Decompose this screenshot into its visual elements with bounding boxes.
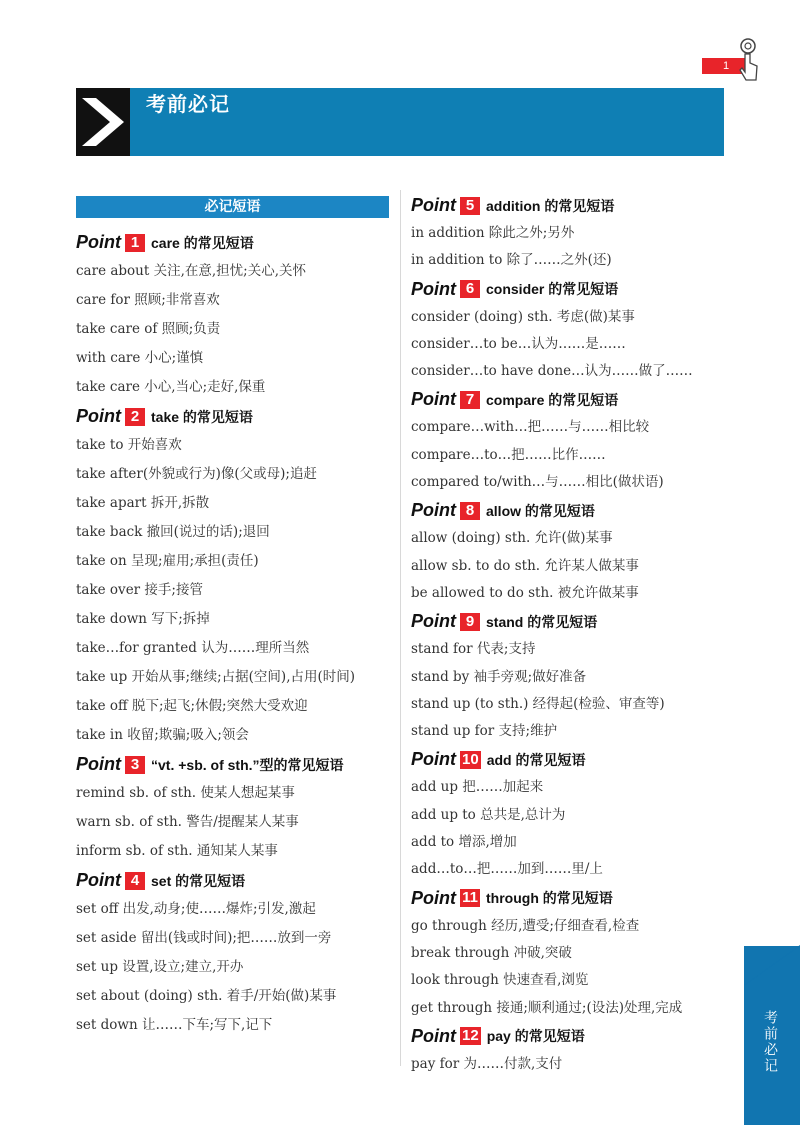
point-label: Point	[76, 870, 121, 890]
phrase-entry: take…for granted 认为……理所当然	[76, 640, 310, 656]
phrase-entry: care about 关注,在意,担忧;关心,关怀	[76, 263, 306, 279]
point-title: stand 的常见短语	[486, 613, 598, 630]
phrase-entry: warn sb. of sth. 警告/提醒某人某事	[76, 814, 299, 830]
phrase-entry: stand by 袖手旁观;做好准备	[411, 668, 587, 685]
point-header	[411, 191, 731, 220]
point-number-badge: 11	[460, 889, 480, 907]
phrase-entry: compare…to…把……比作……	[411, 446, 606, 463]
phrase-entry: compared to/with…与……相比(做状语)	[411, 474, 664, 491]
point-header	[411, 385, 731, 414]
phrase-entry: take off 脱下;起飞;休假;突然大受欢迎	[76, 698, 308, 714]
phrase-entry: stand up (to sth.) 经得起(检验、审查等)	[411, 695, 665, 712]
side-tab-label: 考前必记	[762, 1010, 778, 1074]
phrase-entry: consider…to have done…认为……做了……	[411, 363, 693, 380]
phrase-entry: take apart 拆开,拆散	[76, 495, 210, 511]
phrase-entry: add up to 总共是,总计为	[411, 806, 566, 823]
phrase-entry: inform sb. of sth. 通知某人某事	[76, 843, 278, 859]
phrase-entry: consider (doing) sth. 考虑(做)某事	[411, 308, 635, 325]
point-header	[411, 496, 731, 525]
point-title: addition 的常见短语	[486, 197, 615, 214]
right-column	[411, 191, 731, 1078]
phrase-entry: with care 小心;谨慎	[76, 350, 204, 366]
phrase-entry: allow (doing) sth. 允许(做)某事	[411, 530, 613, 547]
point-header	[411, 607, 731, 636]
point-header	[76, 750, 394, 779]
phrase-entry: add to 增添,增加	[411, 834, 517, 851]
point-title: set 的常见短语	[151, 872, 246, 889]
column-divider	[400, 190, 401, 1066]
point-number-badge: 3	[125, 756, 145, 774]
page-number-tab: 1	[702, 58, 750, 74]
chevron-right-icon	[76, 88, 130, 156]
point-title: take 的常见短语	[151, 408, 253, 425]
phrase-entry: compare…with…把……与……相比较	[411, 419, 650, 436]
phrase-entry: set off 出发,动身;使……爆炸;引发,激起	[76, 901, 316, 917]
point-title: through 的常见短语	[486, 890, 613, 907]
point-title: care 的常见短语	[151, 234, 254, 251]
phrase-entry: remind sb. of sth. 使某人想起某事	[76, 785, 295, 801]
point-label: Point	[411, 500, 456, 521]
phrase-entry: look through 快速查看,浏览	[411, 972, 589, 989]
phrase-entry: take back 撤回(说过的话);退回	[76, 524, 270, 540]
phrase-entry: stand up for 支持;维护	[411, 723, 558, 740]
phrase-entry: be allowed to do sth. 被允许做某事	[411, 584, 639, 601]
phrase-entry: in addition to 除了……之外(还)	[411, 252, 612, 269]
point-number-badge: 9	[460, 613, 480, 631]
point-number-badge: 8	[460, 502, 480, 520]
phrase-entry: take care 小心,当心;走好,保重	[76, 379, 266, 395]
phrase-entry: stand for 代表;支持	[411, 641, 536, 658]
phrase-entry: add up 把……加起来	[411, 779, 544, 796]
page-title: 考前必记	[146, 92, 230, 116]
phrase-entry: pay for 为……付款,支付	[411, 1055, 563, 1072]
phrase-entry: break through 冲破,突破	[411, 944, 572, 961]
phrase-entry: take down 写下;拆掉	[76, 611, 210, 627]
point-label: Point	[411, 389, 456, 410]
point-number-badge: 12	[462, 1027, 479, 1045]
point-title: consider 的常见短语	[486, 281, 619, 298]
point-header	[76, 402, 394, 431]
left-column	[76, 228, 394, 1040]
point-label: Point	[411, 611, 456, 632]
phrase-entry: consider…to be…认为……是……	[411, 335, 626, 352]
point-title: “vt. +sb. of sth.”型的常见短语	[151, 756, 344, 773]
point-number-badge: 7	[460, 391, 480, 409]
phrase-entry: get through 接通;顺利通过;(设法)处理,完成	[411, 999, 683, 1016]
point-label: Point	[411, 1025, 456, 1046]
phrase-entry: take on 呈现;雇用;承担(责任)	[76, 553, 259, 569]
phrase-entry: set about (doing) sth. 着手/开始(做)某事	[76, 988, 337, 1004]
point-number-badge: 6	[460, 280, 480, 298]
phrase-entry: add…to…把……加到……里/上	[411, 861, 603, 878]
phrase-entry: in addition 除此之外;另外	[411, 225, 575, 241]
phrase-entry: take over 接手;接管	[76, 582, 203, 598]
pointing-hand-icon	[736, 38, 760, 82]
point-header	[411, 1022, 731, 1051]
point-header	[411, 884, 731, 913]
point-number-badge: 2	[125, 408, 145, 426]
point-title: add 的常见短语	[486, 751, 586, 768]
phrase-entry: take care of 照顾;负责	[76, 321, 221, 337]
point-title: compare 的常见短语	[486, 391, 619, 408]
phrase-entry: go through 经历,遭受;仔细查看,检查	[411, 917, 640, 934]
point-header	[411, 275, 731, 304]
point-number-badge: 5	[460, 197, 480, 215]
section-title: 必记短语	[76, 196, 389, 218]
phrase-entry: take up 开始从事;继续;占据(空间),占用(时间)	[76, 669, 356, 685]
phrase-entry: set aside 留出(钱或时间);把……放到一旁	[76, 930, 332, 946]
point-label: Point	[76, 232, 121, 252]
point-title: pay 的常见短语	[486, 1028, 585, 1045]
point-label: Point	[411, 195, 456, 215]
phrase-entry: set up 设置,设立;建立,开办	[76, 959, 244, 975]
phrase-entry: take in 收留;欺骗;吸入;领会	[76, 727, 249, 743]
header-banner	[76, 88, 724, 156]
point-label: Point	[411, 278, 456, 299]
phrase-entry: care for 照顾;非常喜欢	[76, 292, 220, 308]
point-label: Point	[411, 749, 456, 770]
point-title: allow 的常见短语	[486, 502, 595, 519]
point-number-badge: 10	[462, 750, 479, 768]
phrase-entry: set down 让……下车;写下,记下	[76, 1017, 273, 1033]
phrase-entry: allow sb. to do sth. 允许某人做某事	[411, 557, 639, 574]
point-header	[411, 745, 731, 774]
point-header	[76, 228, 394, 257]
point-number-badge: 4	[125, 872, 145, 890]
point-label: Point	[76, 754, 121, 774]
point-label: Point	[76, 406, 121, 426]
point-header	[76, 866, 394, 895]
point-number-badge: 1	[125, 234, 145, 252]
point-label: Point	[411, 887, 456, 908]
phrase-entry: take to 开始喜欢	[76, 437, 182, 453]
phrase-entry: take after(外貌或行为)像(父或母);追赶	[76, 466, 317, 482]
